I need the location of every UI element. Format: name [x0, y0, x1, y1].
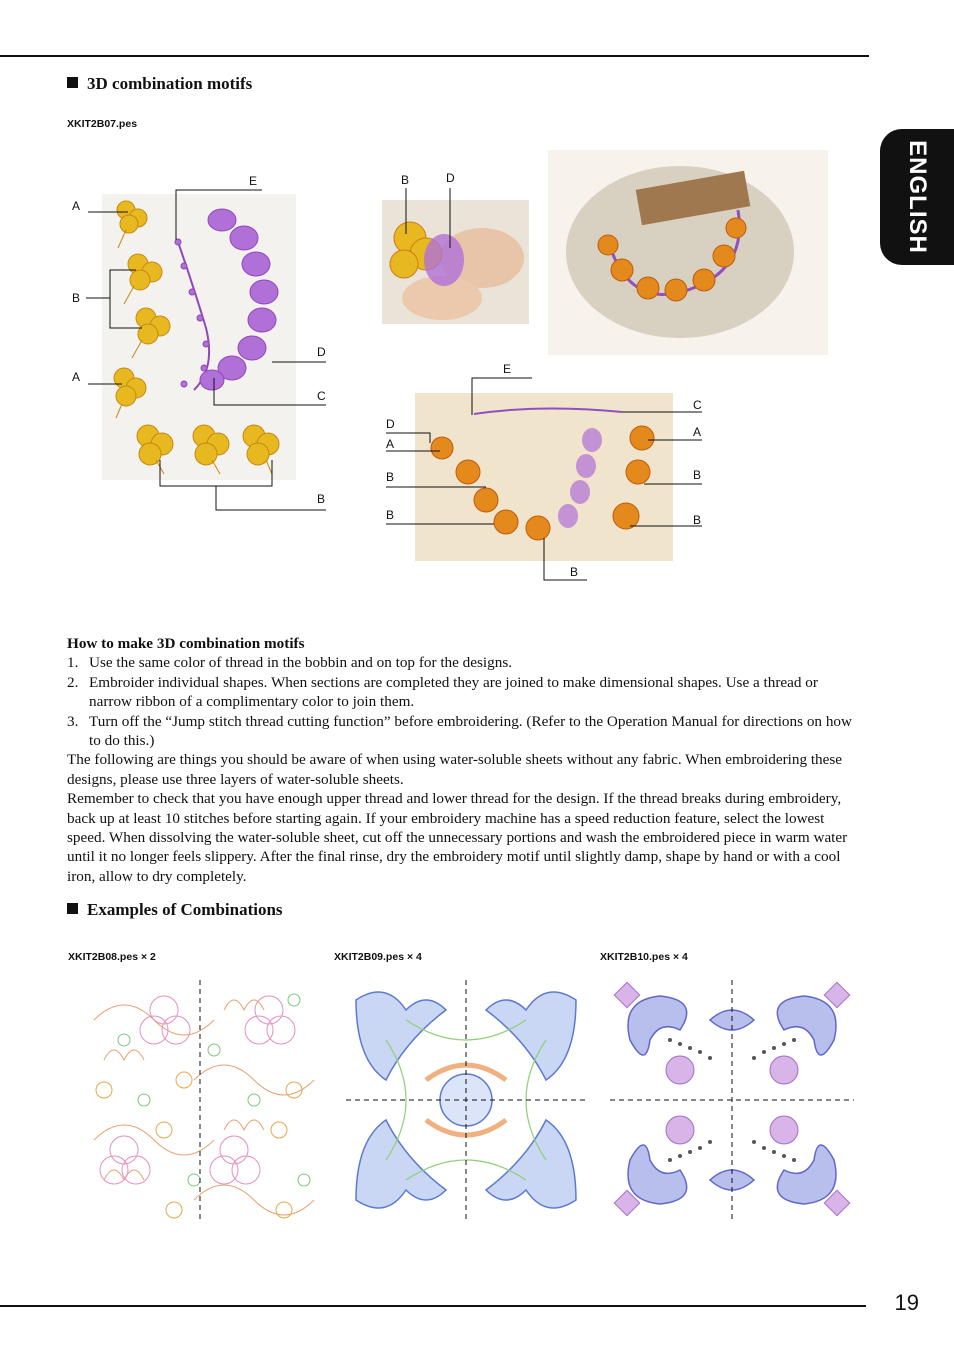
- section-heading-3d-motifs: [67, 74, 252, 94]
- step-number: 1.: [67, 654, 79, 672]
- callout-label-a1: A: [72, 199, 81, 213]
- page-number: 19: [894, 1290, 919, 1315]
- layout-label-e: E: [503, 362, 512, 376]
- callout-label-a2: A: [72, 370, 81, 384]
- example-blue-ornament: [346, 980, 586, 1220]
- language-tab: [880, 129, 954, 265]
- file-label-xkit2b10: XKIT2B10.pes × 4: [600, 951, 688, 963]
- howto-block: [67, 634, 862, 886]
- language-tab-label: ENGLISH: [904, 140, 931, 254]
- assembly-photo: [382, 168, 532, 328]
- thread-note: Remember to check that you have enough upper thread and lower thread for the design. If the thread breaks during embroidery, back up at least 10 stitches before starting again. If your embroidery machine has a speed reduction feature, select the lowest speed. When dissolving the water-soluble sheet, cut off the unnecessary portions and wash the embroidered piece in warm water until it no longer feels slippery. After the final rinse, dry the embroidery motif until slightly damp, shape by hand or with a cool iron, allow to dry completely.: [67, 790, 848, 885]
- step-text: Use the same color of thread in the bobbin and on top for the designs.: [89, 654, 513, 672]
- layout-label-c: C: [693, 398, 702, 412]
- top-rule: [0, 55, 869, 57]
- callout-label-c: C: [317, 389, 326, 403]
- howto-step: [67, 673, 862, 712]
- assembled-layout-figure: [382, 360, 708, 585]
- layout-label-b-bottom: B: [570, 565, 579, 579]
- layout-label-b-right2: B: [693, 513, 702, 527]
- step-text: Turn off the “Jump stitch thread cutting function” before embroidering. (Refer to the Operation Manual for directions on how to do this.): [89, 712, 852, 750]
- layout-label-b-left2: B: [386, 508, 395, 522]
- howto-step: [67, 653, 862, 672]
- example-floral-pattern: [84, 980, 320, 1220]
- file-label-xkit2b09: XKIT2B09.pes × 4: [334, 951, 422, 963]
- section-heading-examples-text: Examples of Combinations: [87, 900, 283, 919]
- layout-label-b-left1: B: [386, 470, 395, 484]
- file-label-xkit2b07: XKIT2B07.pes: [67, 118, 138, 130]
- howto-steps: [67, 653, 862, 750]
- layout-label-b-right1: B: [693, 468, 702, 482]
- section-heading-3d-motifs-text: 3D combination motifs: [87, 74, 253, 93]
- callout-label-d: D: [317, 345, 326, 359]
- square-bullet-icon: [67, 903, 78, 914]
- photo-label-b: B: [401, 173, 410, 187]
- layout-label-d: D: [386, 417, 395, 431]
- example-purple-swirl: [610, 980, 854, 1220]
- layout-label-a-right: A: [693, 425, 702, 439]
- motif-parts-figure: [66, 168, 336, 518]
- callout-label-b1: B: [72, 291, 81, 305]
- bottom-rule: [0, 1305, 866, 1307]
- callout-label-b2: B: [317, 492, 326, 506]
- photo-label-d: D: [446, 171, 455, 185]
- layout-label-a-left: A: [386, 437, 395, 451]
- file-label-xkit2b08: XKIT2B08.pes × 2: [68, 951, 156, 963]
- step-number: 2.: [67, 673, 79, 691]
- callout-label-e: E: [249, 174, 258, 188]
- howto-title: How to make 3D combination motifs: [67, 635, 305, 652]
- howto-step: [67, 712, 862, 751]
- step-text: Embroider individual shapes. When sections are completed they are joined to make dimensional shapes. Use a thread or narrow ribbon of a complimentary color to join them.: [89, 673, 818, 711]
- water-soluble-note: The following are things you should be aware of when using water-soluble sheets without any fabric. When embroidering these designs, please use three layers of water-soluble sheets.: [67, 751, 843, 788]
- necklace-photo: [548, 150, 828, 355]
- square-bullet-icon: [67, 77, 78, 88]
- step-number: 3.: [67, 712, 79, 730]
- section-heading-examples: [67, 900, 283, 920]
